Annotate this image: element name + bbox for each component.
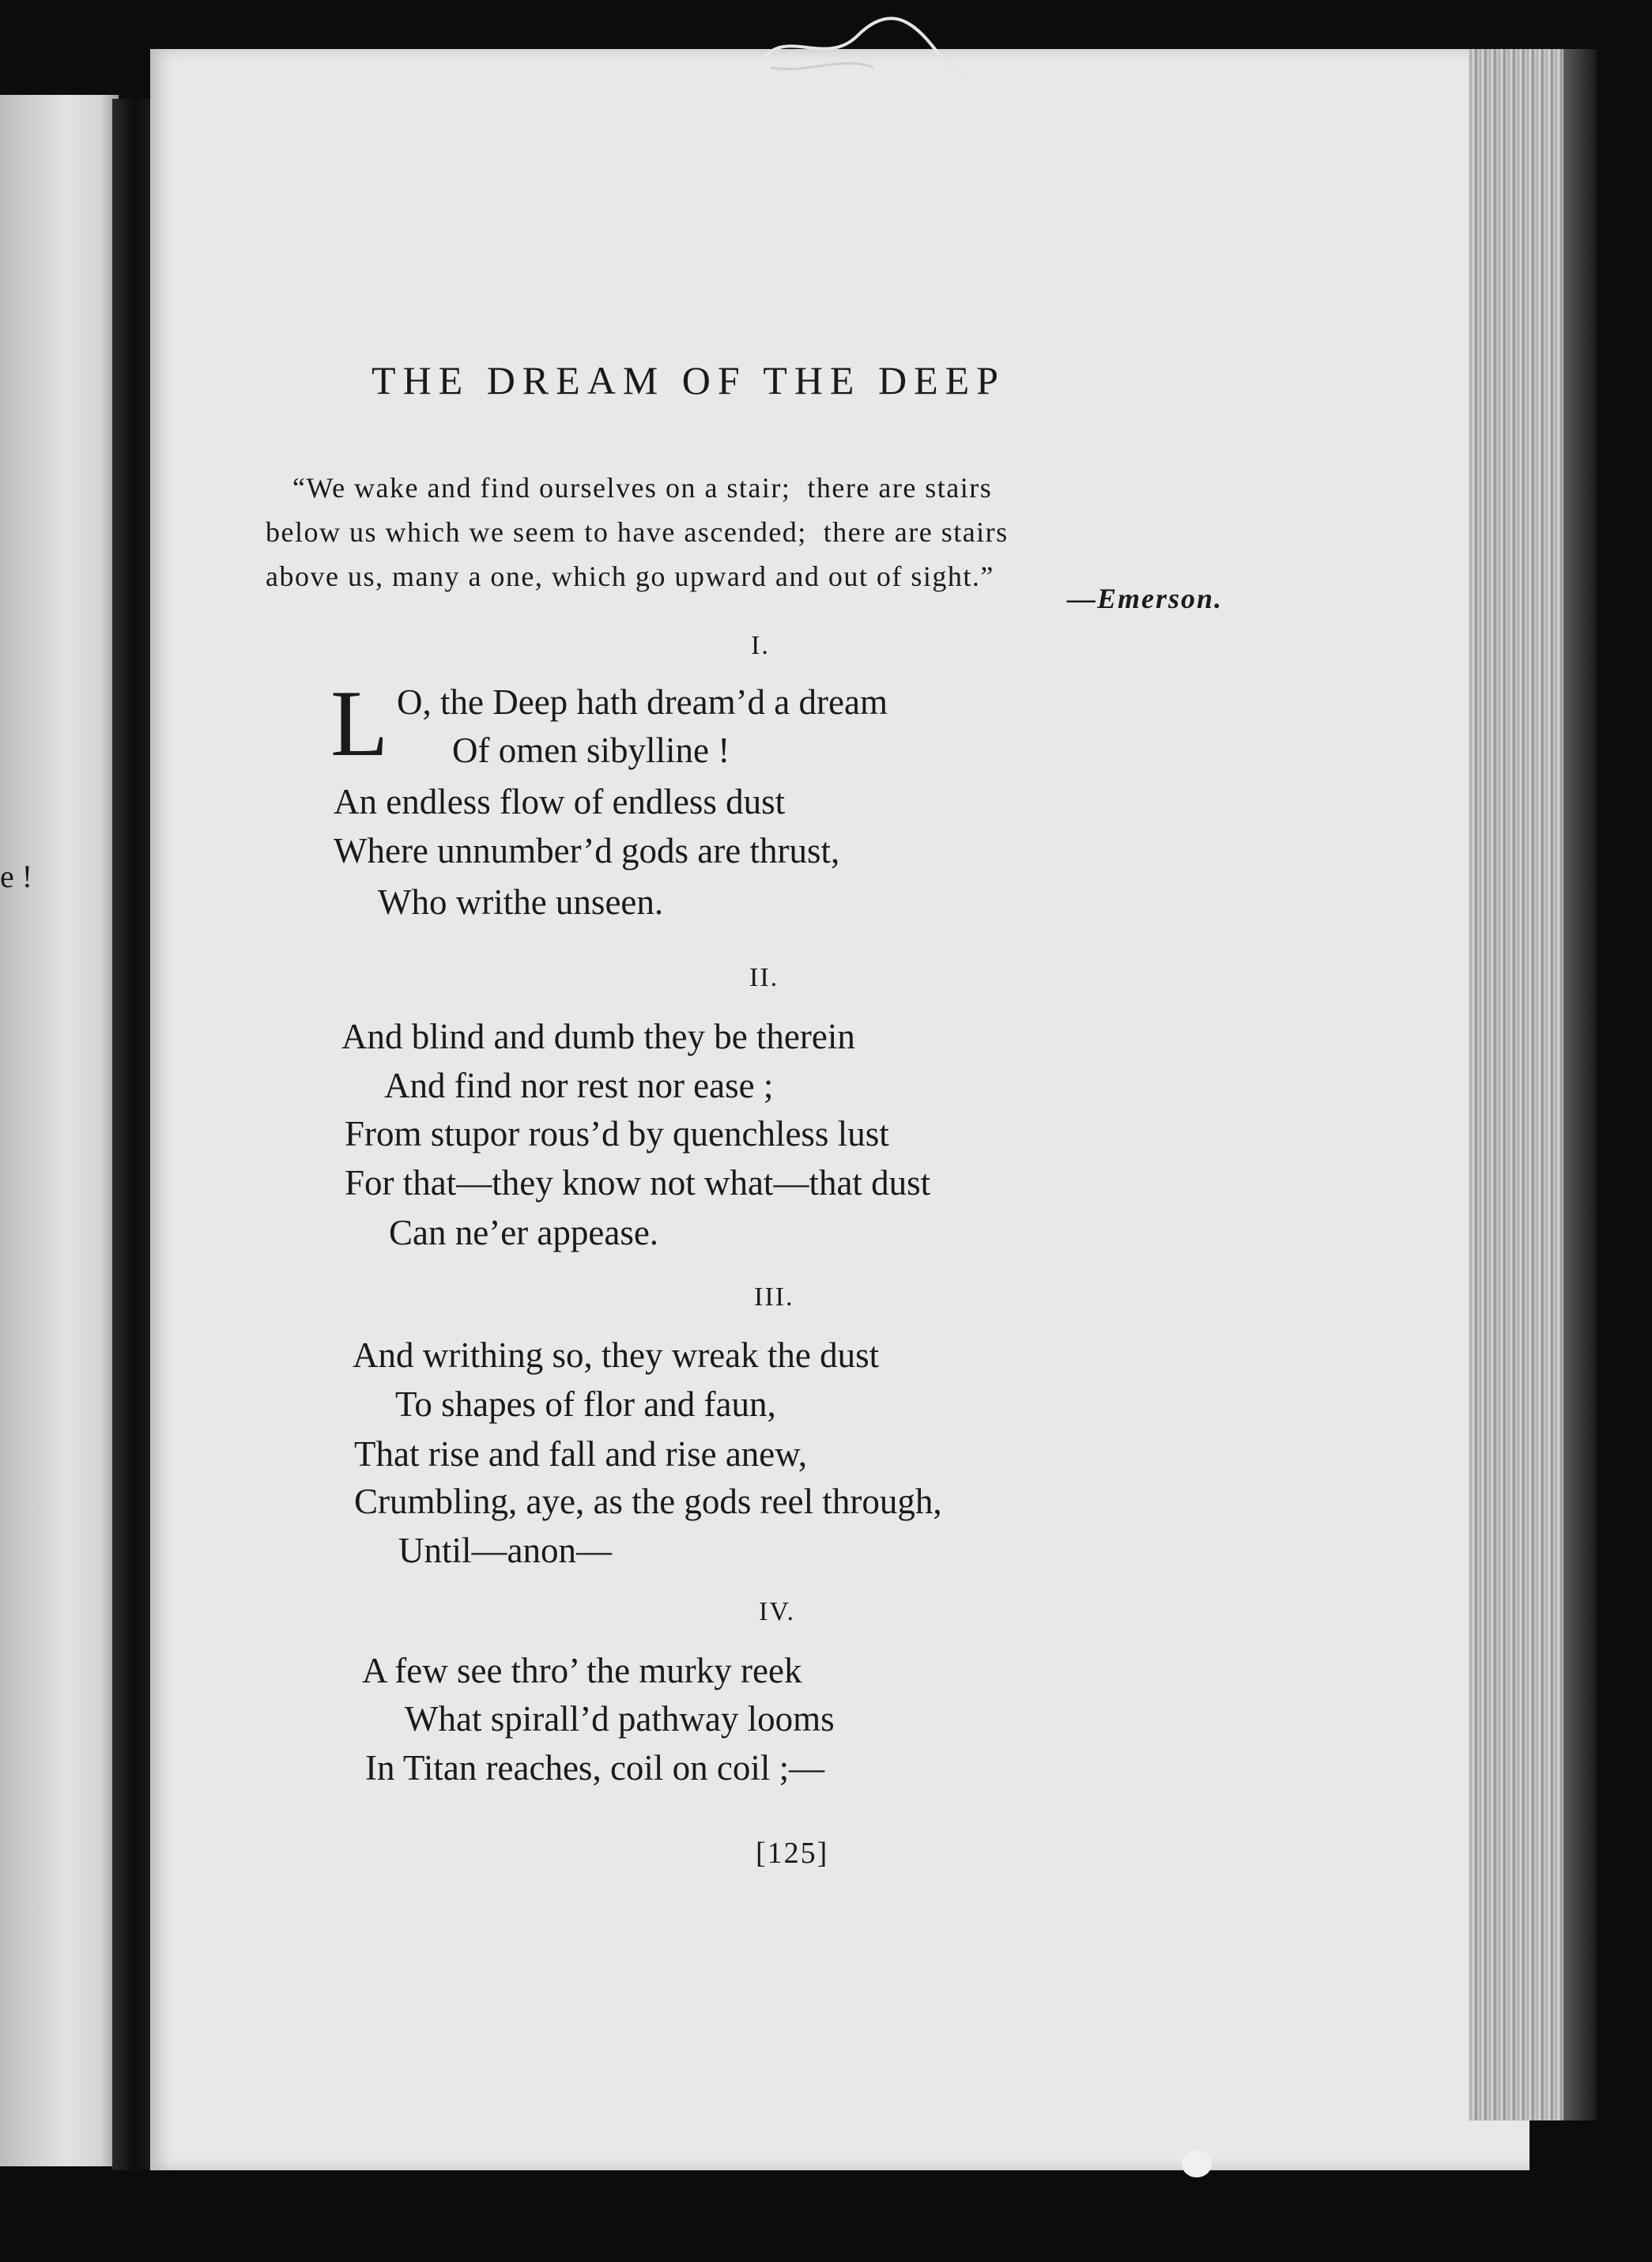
epigraph-line: “We wake and find ourselves on a stair; there are stairs — [292, 472, 993, 504]
epigraph-line: above us, many a one, which go upward and out of sight.” — [266, 561, 994, 592]
poem-title: THE DREAM OF THE DEEP — [372, 358, 1005, 402]
verse-line: For that—they know not what—that dust — [345, 1163, 931, 1203]
verse-line: Of omen sibylline ! — [452, 731, 730, 770]
book-cover-edge — [1563, 49, 1597, 2120]
verse-line: Who writhe unseen. — [378, 882, 664, 922]
verse-line: And find nor rest nor ease ; — [384, 1066, 774, 1105]
verse-line: A few see thro’ the murky reek — [362, 1651, 802, 1690]
page-edges — [1469, 49, 1563, 2120]
verse-line: Can ne’er appease. — [389, 1213, 659, 1252]
verse-line: From stupor rous’d by quenchless lust — [345, 1114, 889, 1154]
left-page — [0, 95, 119, 2166]
verse-line: And blind and dumb they be therein — [341, 1017, 855, 1056]
verse-line: Until—anon— — [398, 1531, 612, 1570]
stanza-numeral: IV. — [759, 1597, 795, 1626]
verse-line: O, the Deep hath dream’d a dream — [397, 682, 888, 722]
bookmark-thread — [755, 12, 976, 83]
verse-line: Where unnumber’d gods are thrust, — [334, 831, 840, 870]
stanza-numeral: I. — [751, 631, 770, 660]
left-page-text-fragment: e ! — [0, 859, 33, 894]
drop-cap: L — [330, 670, 389, 776]
verse-line: What spirall’d pathway looms — [405, 1699, 835, 1739]
verse-line: In Titan reaches, coil on coil ;— — [365, 1748, 825, 1788]
verse-line: An endless flow of endless dust — [334, 782, 786, 821]
dust-speck — [1182, 2151, 1212, 2177]
stanza-numeral: III. — [754, 1282, 794, 1312]
verse-line: And writhing so, they wreak the dust — [353, 1335, 880, 1375]
stanza-numeral: II. — [749, 963, 779, 992]
page-number: [125] — [756, 1837, 829, 1870]
verse-line: To shapes of flor and faun, — [395, 1384, 776, 1424]
verse-line: Crumbling, aye, as the gods reel through, — [354, 1482, 942, 1521]
epigraph-line: below us which we seem to have ascended; there are stairs — [266, 516, 1009, 548]
verse-line: That rise and fall and rise anew, — [354, 1434, 808, 1474]
epigraph-attribution: —Emerson. — [1067, 583, 1224, 614]
